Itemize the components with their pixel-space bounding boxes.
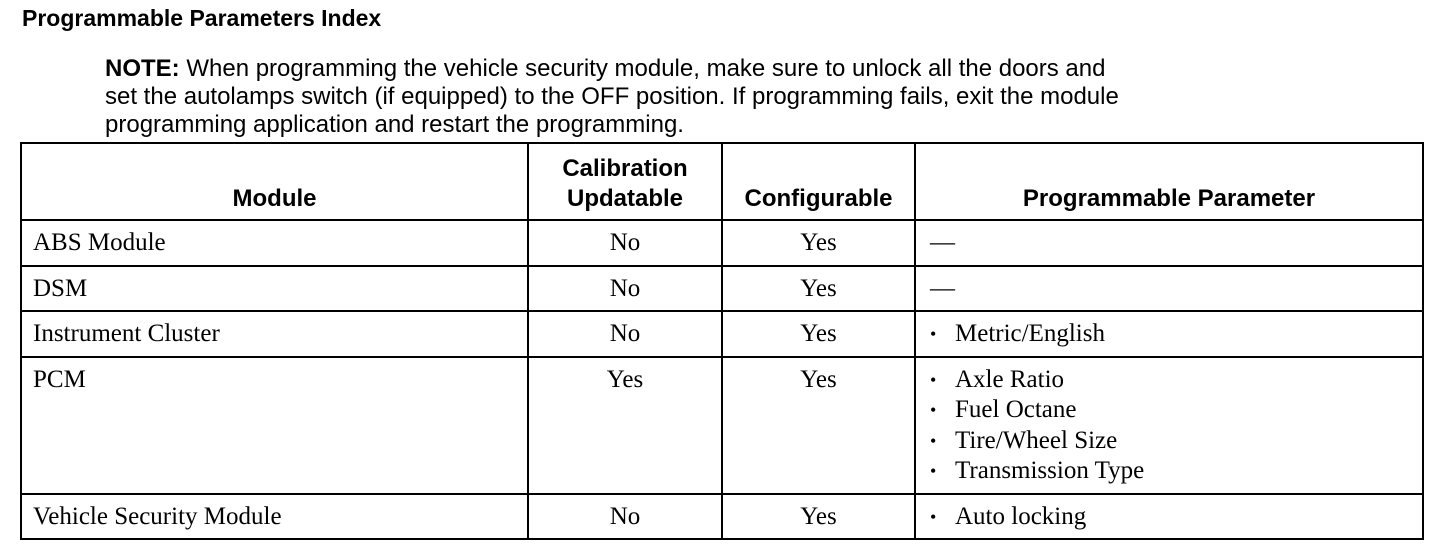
cell-configurable: Yes [722,311,915,357]
cell-calibration-updatable: No [528,220,722,266]
cell-programmable-parameter [915,494,1423,540]
cell-module: PCM [21,357,528,494]
parameter-text: Tire/Wheel Size [955,426,1118,454]
note-line-3: programming application and restart the programming. [105,111,684,138]
note-line-1 [105,55,1405,83]
note-paragraph [105,55,1405,139]
parameters-table [20,142,1424,540]
cell-calibration-updatable: Yes [528,357,722,494]
empty-dash: — [930,229,955,256]
table-row [21,266,1423,312]
header-configurable: Configurable [722,143,915,220]
parameter-list-item [930,319,1422,350]
bullet-icon: • [930,506,937,527]
parameter-text: Transmission Type [955,457,1145,484]
parameter-text: Auto locking [955,502,1087,530]
bullet-icon: • [930,400,937,420]
cell-configurable: Yes [722,494,915,540]
header-calibration-line2: Updatable [566,185,683,212]
cell-module: Vehicle Security Module [21,494,528,540]
table-body [21,220,1423,539]
header-module: Module [21,143,528,220]
cell-calibration-updatable: No [528,311,722,357]
cell-module: Instrument Cluster [21,311,528,357]
parameter-list [930,365,1422,487]
cell-calibration-updatable: No [528,266,722,312]
parameter-list-item [930,395,1422,426]
header-calibration-updatable [528,143,722,220]
table-row [21,357,1423,494]
header-calibration-line1: Calibration [562,155,688,182]
cell-programmable-parameter [915,220,1423,266]
bullet-icon: • [930,324,937,344]
header-programmable-parameter: Programmable Parameter [915,143,1423,220]
page-title: Programmable Parameters Index [22,5,382,31]
cell-module: ABS Module [21,220,528,266]
cell-programmable-parameter [915,311,1423,357]
cell-module: DSM [21,266,528,312]
cell-configurable: Yes [722,220,915,266]
parameter-list-item [930,365,1422,396]
cell-configurable: Yes [722,266,915,312]
bullet-icon: • [930,430,937,451]
empty-dash: — [930,274,955,302]
bullet-icon: • [930,461,937,481]
note-text-1: When programming the vehicle security module, make sure to unlock all the doors and [179,55,1106,82]
parameter-list-item [930,502,1422,533]
parameter-list [930,502,1422,533]
table-row [21,220,1423,266]
parameter-list-item [930,426,1422,457]
parameter-list [930,319,1422,350]
note-label: NOTE: [105,55,180,82]
cell-programmable-parameter [915,357,1423,494]
parameter-list-item [930,456,1422,487]
parameter-text: Axle Ratio [955,365,1065,393]
table-header-row [21,143,1423,220]
note-line-2: set the autolamps switch (if equipped) to the OFF position. If programming fails, exit the module [105,83,1119,110]
parameter-text: Fuel Octane [955,396,1077,423]
bullet-icon: • [930,369,937,390]
table-row [21,311,1423,357]
cell-programmable-parameter [915,266,1423,312]
parameter-text: Metric/English [955,320,1105,347]
cell-configurable: Yes [722,357,915,494]
cell-calibration-updatable: No [528,494,722,540]
table-row [21,494,1423,540]
